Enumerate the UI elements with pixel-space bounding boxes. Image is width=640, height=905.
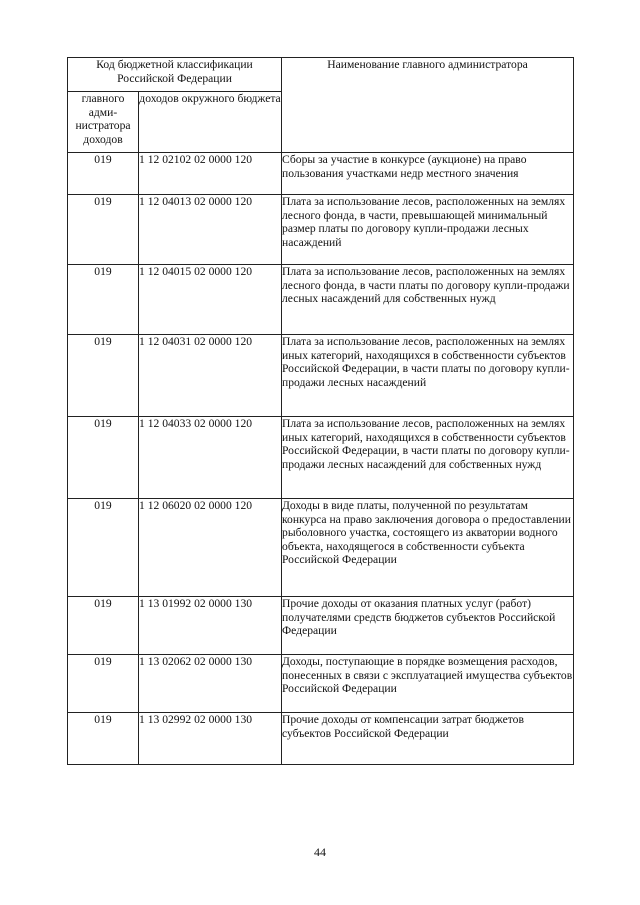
- revenue-name-cell: Доходы в виде платы, полученной по результатам конкурса на право заключения договора о предоставлении рыболовного участка, состоящего из акватории водного объекта, находящегося в собственности субъекта Российской Федерации: [282, 499, 574, 597]
- admin-code-cell: 019: [68, 499, 139, 597]
- header-main-administrator: главного адми-нистратора доходов: [68, 92, 139, 153]
- revenue-name-cell: Плата за использование лесов, расположенных на землях лесного фонда, в части платы по договору купли-продажи лесных насаждений для собственных нужд: [282, 265, 574, 335]
- admin-code-cell: 019: [68, 713, 139, 765]
- admin-code-cell: 019: [68, 597, 139, 655]
- budget-code-cell: 1 13 02992 02 0000 130: [139, 713, 282, 765]
- admin-code-cell: 019: [68, 153, 139, 195]
- admin-code-cell: 019: [68, 655, 139, 713]
- admin-code-cell: 019: [68, 265, 139, 335]
- page-number: 44: [314, 845, 326, 859]
- admin-code-cell: 019: [68, 335, 139, 417]
- admin-code-cell: 019: [68, 417, 139, 499]
- header-district-budget-revenue: доходов окружного бюджета: [139, 92, 282, 153]
- budget-code-cell: 1 13 02062 02 0000 130: [139, 655, 282, 713]
- admin-code-cell: 019: [68, 195, 139, 265]
- table-body: [68, 153, 574, 765]
- table-row: [68, 499, 574, 597]
- budget-code-cell: 1 12 04033 02 0000 120: [139, 417, 282, 499]
- table-row: [68, 597, 574, 655]
- table-row: [68, 195, 574, 265]
- revenue-name-cell: Плата за использование лесов, расположенных на землях иных категорий, находящихся в собственности субъектов Российской Федерации, в части платы по договору купли-продажи лесных насаждений: [282, 335, 574, 417]
- budget-code-cell: 1 12 04013 02 0000 120: [139, 195, 282, 265]
- revenue-name-cell: Прочие доходы от оказания платных услуг (работ) получателями средств бюджетов субъектов Российской Федерации: [282, 597, 574, 655]
- revenue-name-cell: Плата за использование лесов, расположенных на землях иных категорий, находящихся в собственности субъектов Российской Федерации, в части платы по договору купли-продажи лесных насаждений для собственных нужд: [282, 417, 574, 499]
- revenue-name-cell: Доходы, поступающие в порядке возмещения расходов, понесенных в связи с эксплуатацией имущества субъектов Российской Федерации: [282, 655, 574, 713]
- budget-code-cell: 1 13 01992 02 0000 130: [139, 597, 282, 655]
- revenue-classification-table: [67, 57, 574, 765]
- budget-code-cell: 1 12 02102 02 0000 120: [139, 153, 282, 195]
- budget-code-cell: 1 12 04031 02 0000 120: [139, 335, 282, 417]
- table-row: [68, 265, 574, 335]
- table-row: [68, 713, 574, 765]
- header-administrator-name: Наименование главного администратора: [282, 58, 574, 153]
- table-row: [68, 655, 574, 713]
- table-row: [68, 153, 574, 195]
- table-row: [68, 335, 574, 417]
- header-classification-code: Код бюджетной классификации Российской Федерации: [68, 58, 282, 92]
- budget-code-cell: 1 12 06020 02 0000 120: [139, 499, 282, 597]
- table-row: [68, 417, 574, 499]
- revenue-name-cell: Сборы за участие в конкурсе (аукционе) на право пользования участками недр местного значения: [282, 153, 574, 195]
- budget-code-cell: 1 12 04015 02 0000 120: [139, 265, 282, 335]
- revenue-name-cell: Плата за использование лесов, расположенных на землях лесного фонда, в части, превышающей минимальный размер платы по договору купли-продажи лесных насаждений: [282, 195, 574, 265]
- revenue-name-cell: Прочие доходы от компенсации затрат бюджетов субъектов Российской Федерации: [282, 713, 574, 765]
